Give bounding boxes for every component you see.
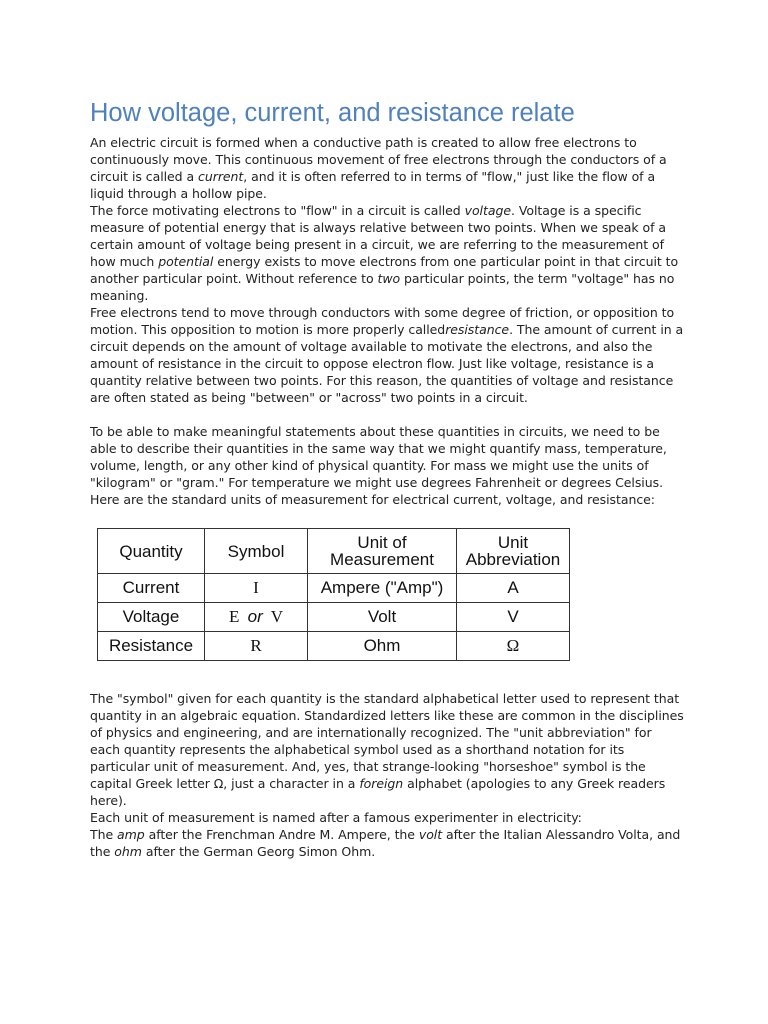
paragraph-symbol-explanation: The "symbol" given for each quantity is the standard alphabetical letter used to represent that quantity in an algebraic equation. Standardized letters like these are common in the disciplines of physics and engineering, and are internationally recognized. The "unit abbreviation" for each quantity represents the alphabetical symbol used as a shorthand notation for its particular unit of measurement. And, yes, that strange-looking "horseshoe" symbol is the capital Greek letter Ω, just a character in a foreign alphabet (apologies to any Greek readers here). xyxy=(90,691,684,808)
paragraph-units-intro: To be able to make meaningful statements about these quantities in circuits, we need to be able to describe their quantities in the same way that we might quantify mass, temperature, volume, length, or any other kind of physical quantity. For mass we might use the units of "kilogram" or "gram." For temperature we might use degrees Fahrenheit or degrees Celsius. Here are the standard units of measurement for electrical current, voltage, and resistance: xyxy=(90,424,667,507)
paragraph-unit-names: Each unit of measurement is named after a famous experimenter in electricity: xyxy=(90,810,582,825)
cell-unit: Volt xyxy=(308,603,457,632)
cell-abbreviation: V xyxy=(457,603,570,632)
cell-unit: Ampere ("Amp") xyxy=(308,574,457,603)
header-abbreviation: Unit Abbreviation xyxy=(457,529,570,574)
units-table xyxy=(97,528,570,661)
units-table-container xyxy=(97,528,684,661)
cell-abbreviation: Ω xyxy=(457,632,570,661)
cell-quantity: Resistance xyxy=(98,632,205,661)
paragraph-experimenters: The amp after the Frenchman Andre M. Ampere, the volt after the Italian Alessandro Volta, and the ohm after the German Georg Simon Ohm. xyxy=(90,827,681,859)
paragraph-spacer xyxy=(90,406,684,423)
table-row xyxy=(98,632,570,661)
cell-quantity: Current xyxy=(98,574,205,603)
page-title: How voltage, current, and resistance relate xyxy=(90,99,575,127)
cell-unit: Ohm xyxy=(308,632,457,661)
header-unit: Unit of Measurement xyxy=(308,529,457,574)
cell-symbol: E or V xyxy=(205,603,308,632)
table-header-row xyxy=(98,529,570,574)
cell-symbol: I xyxy=(205,574,308,603)
table-row xyxy=(98,603,570,632)
cell-symbol: R xyxy=(205,632,308,661)
paragraph-resistance: Free electrons tend to move through conductors with some degree of friction, or opposition to motion. This opposition to motion is more properly calledresistance. The amount of current in a circuit depends on the amount of voltage available to motivate the electrons, and also the amount of resistance in the circuit to oppose electron flow. Just like voltage, resistance is a quantity relative between two points. For this reason, the quantities of voltage and resistance are often stated as being "between" or "across" two points in a circuit. xyxy=(90,305,684,405)
table-row xyxy=(98,574,570,603)
paragraph-voltage: The force motivating electrons to "flow" in a circuit is called voltage. Voltage is a specific measure of potential energy that is always relative between two points. When we speak of a certain amount of voltage being present in a circuit, we are referring to the measurement of how much potential energy exists to move electrons from one particular point in that circuit to another particular point. Without reference to two particular points, the term "voltage" has no meaning. xyxy=(90,203,679,303)
paragraph-current: An electric circuit is formed when a conductive path is created to allow free electrons to continuously move. This continuous movement of free electrons through the conductors of a circuit is called a current, and it is often referred to in terms of "flow," just like the flow of a liquid through a hollow pipe. xyxy=(90,135,667,201)
cell-quantity: Voltage xyxy=(98,603,205,632)
header-quantity: Quantity xyxy=(98,529,205,574)
header-symbol: Symbol xyxy=(205,529,308,574)
cell-abbreviation: A xyxy=(457,574,570,603)
document-page xyxy=(90,98,684,860)
